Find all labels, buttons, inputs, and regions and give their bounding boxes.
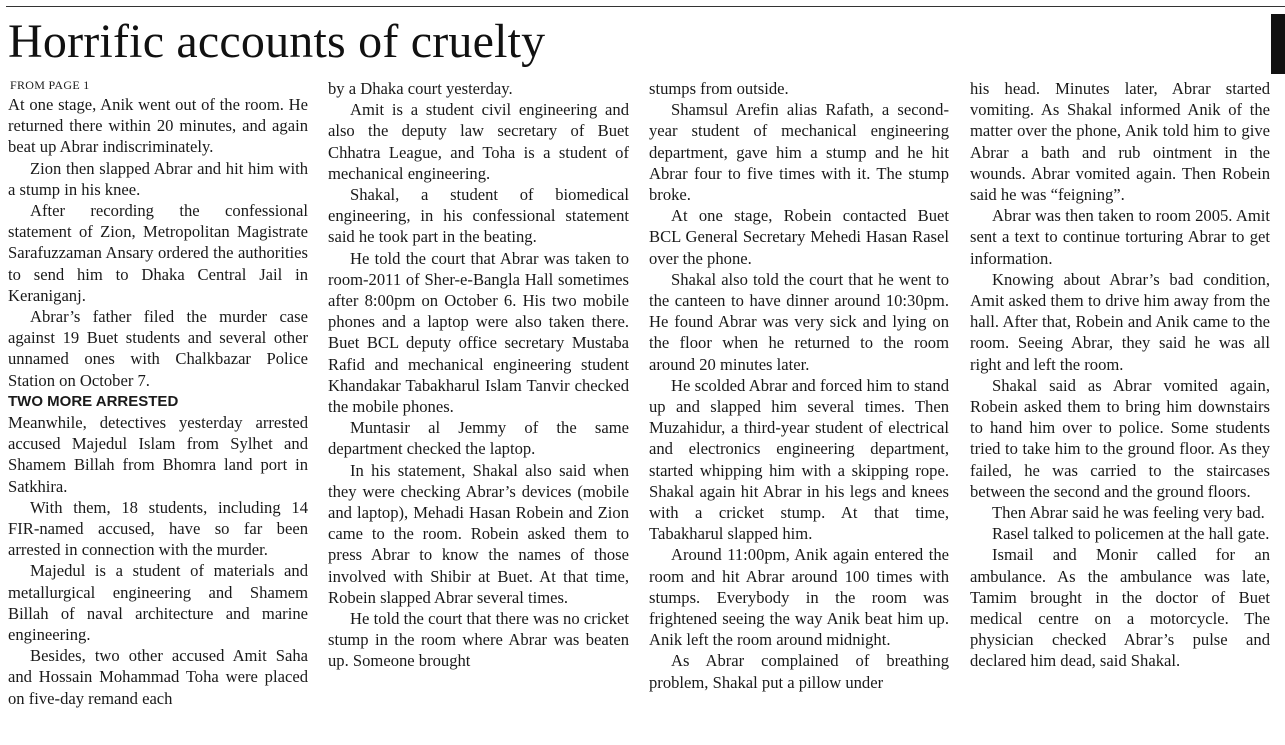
- paragraph: In his statement, Shakal also said when they were checking Abrar’s devices (mobile and laptop), Mehadi Hasan Robein and Zion came to the room. Robein asked them to press Abrar to know the names of those involved with Shibir at Buet. At that time, Robein slapped Abrar several times.: [328, 460, 629, 607]
- paragraph: Rasel talked to policemen at the hall gate.: [992, 524, 1270, 544]
- paragraph: Amit is a student civil engineering and also the deputy law secretary of Buet Chhatra League, and Toha is a student of mechanical engineering.: [328, 100, 629, 183]
- paragraph: Muntasir al Jemmy of the same department checked the laptop.: [328, 418, 629, 459]
- paragraph: Then Abrar said he was feeling very bad.: [992, 503, 1265, 523]
- paragraph: Ismail and Monir called for an ambulance. As the ambulance was late, Tamim brought in the doctor of Buet medical centre on a motorcycle. The physician checked Abrar’s pulse and declared him dead, said Shakal.: [970, 545, 1270, 671]
- column-1: [8, 78, 308, 709]
- column-4: [970, 78, 1270, 672]
- paragraph: Knowing about Abrar’s bad condition, Amit asked them to drive him away from the hall. After that, Robein and Anik came to the room. Seeing Abrar, they said he was all right and left the room.: [970, 269, 1270, 374]
- paragraph: After recording the confessional statement of Zion, Metropolitan Magistrate Sarafuzzaman Ansary ordered the authorities to send him to Dhaka Central Jail in Keraniganj.: [8, 201, 308, 305]
- column-3: [649, 78, 949, 693]
- paragraph: his head. Minutes later, Abrar started vomiting. As Shakal informed Anik of the matter over the phone, Anik told him to give Abrar a bath and rub ointment in the wounds. Abrar vomited again. Then Robein said he was “feigning”.: [970, 79, 1270, 205]
- paragraph: Shakal also told the court that he went to the canteen to have dinner around 10:30pm. He found Abrar was very sick and lying on the floor when he returned to the room around 20 minutes later.: [649, 269, 949, 374]
- paragraph: At one stage, Robein contacted Buet BCL General Secretary Mehedi Hasan Rasel over the phone.: [649, 206, 949, 268]
- subhead: TWO MORE ARRESTED: [8, 392, 179, 410]
- paragraph: As Abrar complained of breathing problem, Shakal put a pillow under: [649, 651, 949, 692]
- paragraph: He told the court that Abrar was taken to room-2011 of Sher-e-Bangla Hall sometimes after 8:00pm on October 6. His two mobile phones and a laptop were also taken there. Buet BCL deputy office secretary Mustaba Rafid and mechanical engineering student Khandakar Tabakharul Islam Tanvir checked the mobile phones.: [328, 248, 629, 417]
- column-2: [328, 78, 629, 672]
- paragraph: He told the court that there was no cricket stump in the room where Abrar was beaten up. Someone brought: [328, 609, 629, 671]
- paragraph: At one stage, Anik went out of the room. He returned there within 20 minutes, and again beat up Abrar indiscriminately.: [8, 95, 308, 157]
- headline: Horrific accounts of cruelty: [8, 15, 546, 68]
- paragraph: Abrar’s father filed the murder case against 19 Buet students and several other unnamed ones with Chalkbazar Police Station on October 7.: [8, 307, 308, 390]
- paragraph: Around 11:00pm, Anik again entered the room and hit Abrar around 100 times with stumps. Everybody in the room was frightened seeing the way Anik beat him up. Anik left the room around midnight.: [649, 545, 949, 650]
- paragraph: Shakal, a student of biomedical engineering, in his confessional statement said he took part in the beating.: [328, 185, 629, 247]
- top-rule: [6, 6, 1285, 7]
- paragraph: With them, 18 students, including 14 FIR-named accused, have so far been arrested in connection with the murder.: [8, 497, 308, 560]
- paragraph: by a Dhaka court yesterday.: [328, 79, 513, 98]
- paragraph: Zion then slapped Abrar and hit him with a stump in his knee.: [8, 158, 308, 199]
- edge-bar: [1271, 14, 1285, 74]
- paragraph: Besides, two other accused Amit Saha and Hossain Mohammad Toha were placed on five-day remand each: [8, 646, 308, 708]
- kicker: FROM PAGE 1: [10, 78, 90, 92]
- paragraph: Majedul is a student of materials and metallurgical engineering and Shamem Billah of naval architecture and marine engineering.: [8, 561, 308, 645]
- paragraph: Shamsul Arefin alias Rafath, a second-year student of mechanical engineering department, gave him a stump and he hit Abrar four to five times with it. The stump broke.: [649, 100, 949, 205]
- paragraph: Shakal said as Abrar vomited again, Robein asked them to bring him downstairs to hand him over to police. Some students tried to take him to the ground floor. As they failed, he was carried to the staircases between the second and the ground floors.: [970, 375, 1270, 501]
- paragraph: He scolded Abrar and forced him to stand up and slapped him several times. Then Muzahidur, a third-year student of electrical and electronics engineering department, started whipping him with a skipping rope. Shakal again hit Abrar in his legs and knees with a cricket stump. At that time, Tabakharul slapped him.: [649, 375, 949, 544]
- paragraph: Abrar was then taken to room 2005. Amit sent a text to continue torturing Abrar to get information.: [970, 206, 1270, 268]
- paragraph: Meanwhile, detectives yesterday arrested accused Majedul Islam from Sylhet and Shamem Billah from Bhomra land port in Satkhira.: [8, 413, 308, 496]
- paragraph: stumps from outside.: [649, 79, 789, 98]
